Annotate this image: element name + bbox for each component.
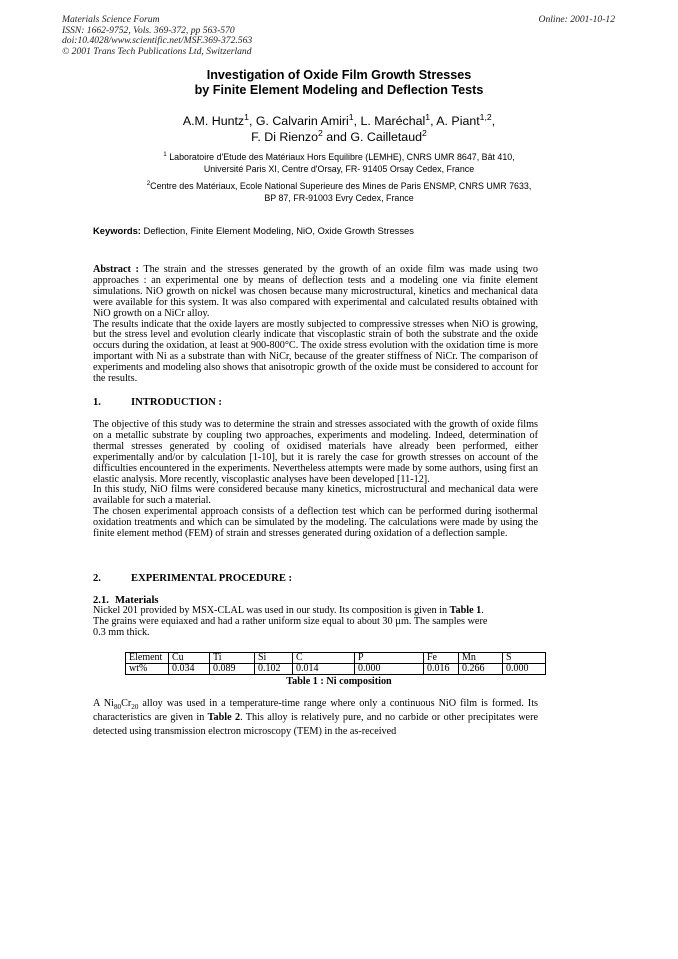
keywords-text: Deflection, Finite Element Modeling, NiO, Oxide Growth Stresses — [140, 225, 414, 236]
affiliation-text: Centre des Matériaux, Ecole National Superieure des Mines de Paris ENSMP, CNRS UMR 7633, — [150, 181, 532, 191]
affiliation-2 — [0, 180, 678, 205]
affiliation-1-line-2: Université Paris XI, Centre d'Orsay, FR- 91405 Orsay Cedex, France — [203, 164, 475, 175]
table-cell: P — [355, 653, 424, 664]
affiliation-text: Laboratoire d'Etude des Matériaux Hors Equilibre (LEMHE), CNRS UMR 8647, Bât 410, — [166, 152, 515, 162]
table-cell: 0.016 — [424, 664, 459, 675]
table-reference: Table 1 — [449, 605, 482, 616]
intro-paragraph-2: In this study, NiO films were considered because many kinetics, microstructural and mechanical data were available for such a material. — [93, 484, 538, 507]
table-cell: 0.089 — [210, 664, 255, 675]
materials-line-3: 0.3 mm thick. — [93, 626, 150, 638]
alloy-text: A Ni — [93, 698, 114, 709]
table-header-row — [126, 653, 546, 664]
affiliation-1 — [0, 151, 678, 176]
affiliation-2-line-1 — [0, 180, 678, 192]
section-title: INTRODUCTION : — [131, 397, 222, 408]
title-line-2: by Finite Element Modeling and Deflection Tests — [194, 83, 484, 97]
journal-header — [62, 15, 422, 57]
keywords-label: Keywords: — [93, 225, 141, 236]
section-title: EXPERIMENTAL PROCEDURE : — [131, 573, 293, 584]
abstract-text: The strain and the stresses generated by the growth of an oxide film was made using two approaches : an experimental one by means of deflection tests and a modeling one via finite element simulations. NiO growth on nickel was chosen because many microstructural, kinetics and mechanical data were available for this system. It was also compared with experimental and calculated results obtained with NiO growth on a NiCr alloy. — [93, 264, 538, 319]
table-cell: Fe — [424, 653, 459, 664]
section-number: 1. — [93, 397, 101, 408]
table-cell: 0.000 — [503, 664, 546, 675]
subscript: 80 — [113, 703, 122, 712]
author-name: , L. Maréchal — [353, 114, 426, 128]
table-cell: Mn — [459, 653, 503, 664]
composition-table — [125, 652, 546, 675]
affiliation-marker: 1 — [348, 111, 354, 122]
copyright-line: © 2001 Trans Tech Publications Ltd, Switzerland — [62, 45, 252, 57]
keywords — [93, 225, 593, 237]
intro-paragraph-3: The chosen experimental approach consists of a deflection test which can be performed during isothermal oxidation treatments and which can be simulated by the modeling. The calculations were made by using the finite element method (FEM) of strain and stresses generated during oxidation of a deflection sample. — [93, 506, 538, 540]
subsection-number: 2.1. — [93, 595, 109, 606]
table-cell: 0.000 — [355, 664, 424, 675]
section-2-heading — [93, 573, 292, 585]
title-line-1: Investigation of Oxide Film Growth Stresses — [206, 68, 472, 82]
abstract-paragraph-1 — [93, 265, 538, 320]
section-1-heading — [93, 397, 222, 409]
table-row — [126, 664, 546, 675]
affiliation-marker: 1 — [244, 111, 249, 122]
intro-paragraph-1: The objective of this study was to determine the strain and stresses associated with the growth of oxide films on a metallic substrate by coupling two approaches, experiments and modeling. Indeed, determination of thermal stresses generated by cooling of oxidised materials have already been performed, either experimentally and/or by calculation [1-10], but it is rarely the case for growth stresses on account of the difficulties encountered in the experiments. Nevertheless attempts were made by some authors, using first an elastic analysis. More recently, viscoplastic analyses have been developed [11-12]. — [93, 419, 538, 485]
table-cell: 0.034 — [169, 664, 210, 675]
table-cell: 0.102 — [255, 664, 293, 675]
author-separator: , — [491, 114, 496, 128]
author-name: , G. Calvarin Amiri — [248, 114, 349, 128]
section-1-body — [93, 420, 538, 540]
abstract-label: Abstract : — [93, 264, 139, 275]
subscript: 20 — [131, 703, 139, 712]
table-cell: 0.266 — [459, 664, 503, 675]
table-cell: C — [293, 653, 355, 664]
issn-line: ISSN: 1662-9752, Vols. 369-372, pp 563-570 — [62, 24, 235, 36]
table-1-container — [125, 652, 546, 675]
affiliation-marker: 1 — [163, 151, 167, 159]
table-cell: Si — [255, 653, 293, 664]
affiliation-marker: 2 — [146, 180, 151, 188]
materials-text: Nickel 201 provided by MSX-CLAL was used in our study. Its composition is given in — [93, 605, 450, 616]
affiliation-marker: 2 — [317, 127, 323, 138]
abstract-paragraph-2: The results indicate that the oxide layers are mostly subjected to compressive stresses when NiO is growing, but the stress level and evolution clearly indicate that viscoplastic strain of both the substrate and the oxide occurs during the oxidation, at least at 900-800°C. The oxide stress evolution with the oxidation time is more important with Ni as a substrate than with NiCr, because of the greater stiffness of NiCr. The comparison of experiments and modeling also shows that anisotropic growth of the oxide must be considered to account for the results. — [93, 318, 538, 385]
author-name: and G. Cailletaud — [322, 130, 422, 144]
alloy-text: . This alloy is relatively pure, and no carbide or other precipitates were detected using transmission electron microscopy (TEM) in the as-received — [93, 712, 538, 737]
materials-text: . — [481, 605, 484, 616]
journal-name: Materials Science Forum — [62, 14, 160, 25]
affiliation-1-line-1 — [0, 151, 678, 163]
author-line-1 — [0, 113, 678, 129]
subsection-title: Materials — [115, 595, 159, 606]
table-cell: wt% — [126, 664, 169, 675]
author-list — [0, 113, 678, 145]
table-cell: S — [503, 653, 546, 664]
materials-paragraph — [93, 606, 538, 639]
table-reference: Table 2 — [207, 712, 241, 723]
materials-line-2: The grains were equiaxed and had a rather uniform size equal to about 30 µm. The samples were — [93, 615, 488, 627]
alloy-text: Cr — [121, 698, 132, 709]
affiliation-marker: 1,2 — [479, 111, 492, 122]
table-cell: Ti — [210, 653, 255, 664]
affiliation-marker: 2 — [421, 127, 427, 138]
alloy-paragraph — [93, 697, 538, 739]
author-line-2 — [0, 129, 678, 145]
author-name: , A. Piant — [430, 114, 480, 128]
affiliation-marker: 1 — [425, 111, 431, 122]
paper-title — [0, 68, 678, 98]
alloy-text: alloy was used in a temperature-time range where only a continuous NiO film is formed. Its characteristics are given in — [93, 698, 538, 723]
doi-line: doi:10.4028/www.scientific.net/MSF.369-372.563 — [62, 35, 253, 47]
table-cell: Element — [126, 653, 169, 664]
online-date: Online: 2001-10-12 — [538, 14, 615, 25]
author-name: A.M. Huntz — [182, 114, 245, 128]
table-cell: 0.014 — [293, 664, 355, 675]
affiliation-2-line-2: BP 87, FR-91003 Evry Cedex, France — [264, 193, 414, 204]
abstract — [93, 265, 538, 385]
table-1-caption: Table 1 : Ni composition — [286, 676, 392, 687]
author-name: F. Di Rienzo — [251, 130, 318, 144]
section-number: 2. — [93, 573, 101, 584]
table-cell: Cu — [169, 653, 210, 664]
